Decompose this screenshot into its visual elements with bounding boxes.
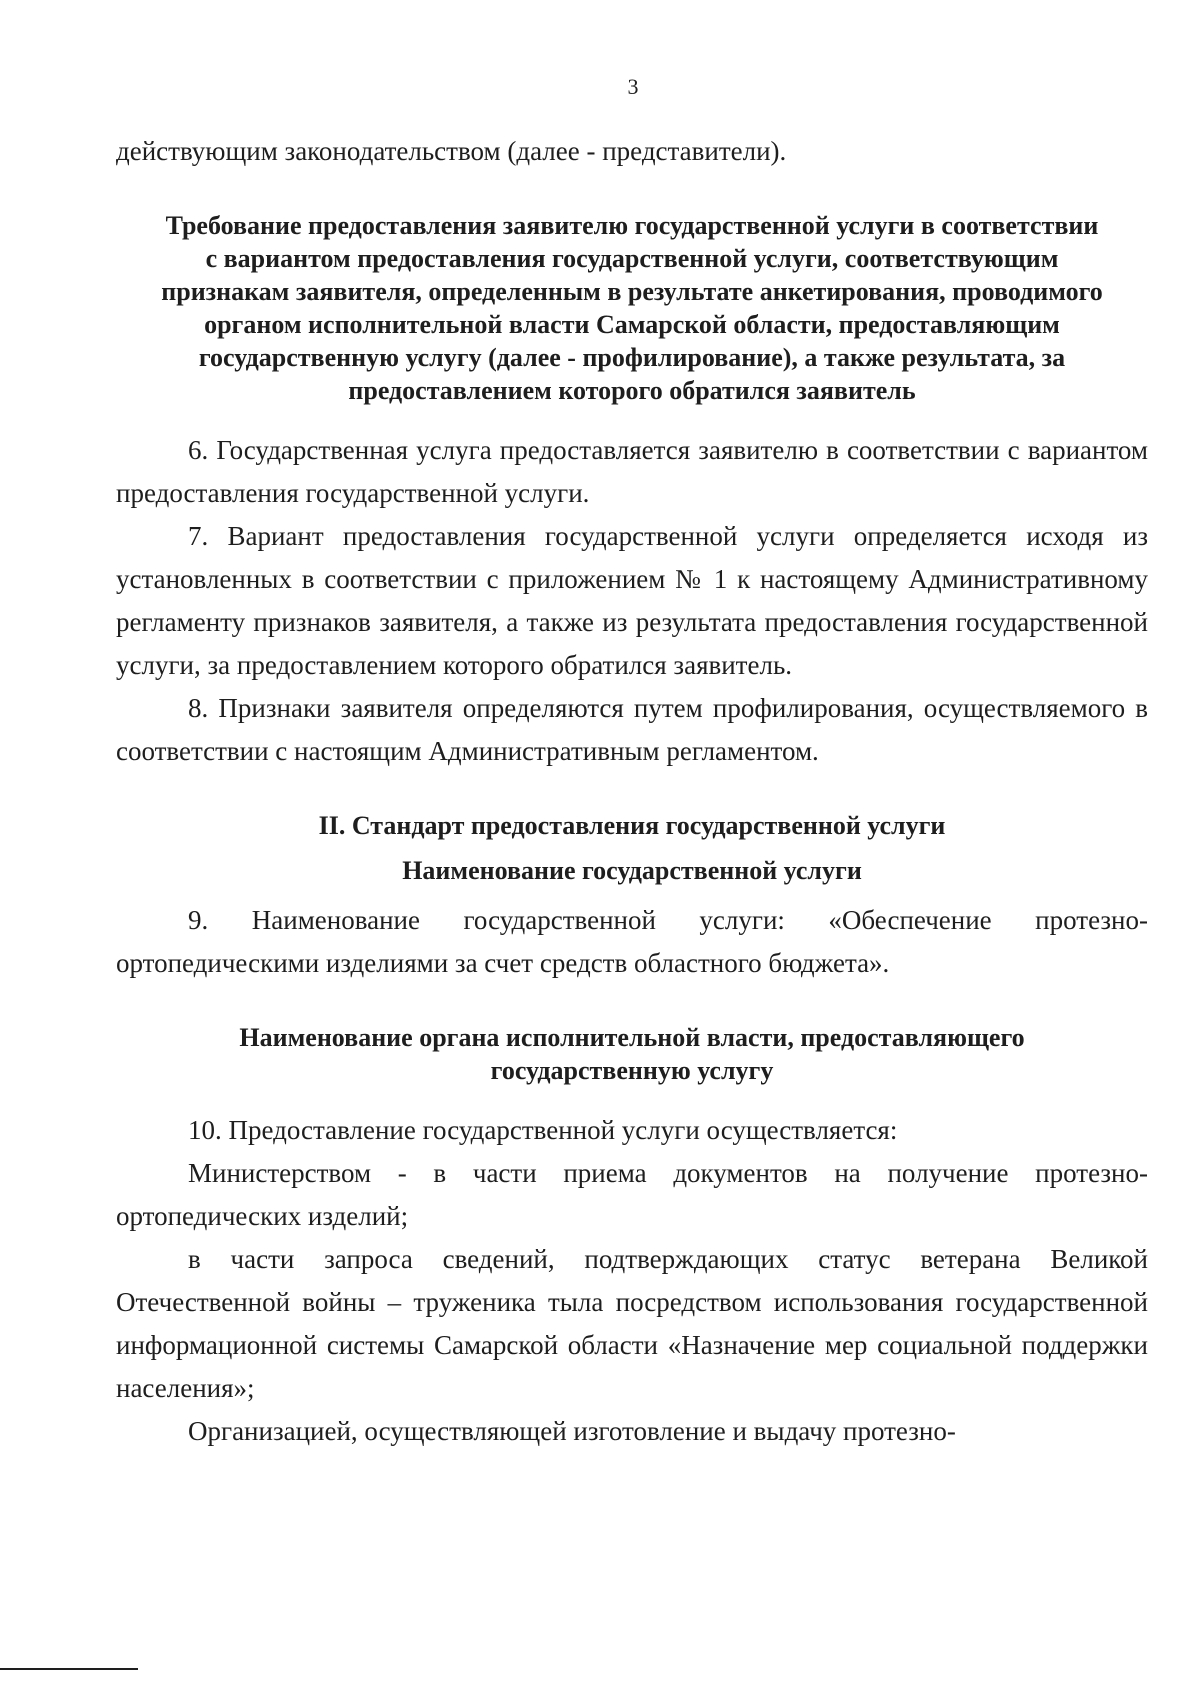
paragraph-10-organization: Организацией, осуществляющей изготовление и выдачу протезно- bbox=[188, 1416, 956, 1446]
footnote-divider bbox=[0, 1668, 138, 1670]
paragraph-6: 6. Государственная услуга предоставляется заявителю в соответствии с вариантом предоставления государственной услуги. bbox=[116, 435, 1148, 508]
heading-line: признакам заявителя, определенным в результате анкетирования, проводимого bbox=[161, 277, 1103, 306]
heading-line: Требование предоставления заявителю государственной услуги в соответствии bbox=[165, 211, 1099, 240]
paragraph-10-request: в части запроса сведений, подтверждающих статус ветерана Великой Отечественной войны – труженика тыла посредством использования государственной информационной системы Самарской области «Назначение мер социальной поддержки населения»; bbox=[116, 1244, 1148, 1403]
heading-line: с вариантом предоставления государственной услуги, соответствующим bbox=[205, 244, 1059, 273]
paragraph-8: 8. Признаки заявителя определяются путем профилирования, осуществляемого в соответствии с настоящим Административным регламентом. bbox=[116, 693, 1148, 766]
page-number: 3 bbox=[627, 74, 639, 99]
paragraph-10: 10. Предоставление государственной услуги осуществляется: bbox=[188, 1115, 898, 1145]
heading-line: предоставлением которого обратился заявитель bbox=[348, 376, 916, 405]
profiling-section-heading bbox=[116, 209, 1148, 407]
paragraph-9: 9. Наименование государственной услуги: «Обеспечение протезно-ортопедическими изделиями за счет средств областного бюджета». bbox=[116, 905, 1148, 978]
heading-line: государственную услугу bbox=[490, 1056, 774, 1085]
service-name-heading: Наименование государственной услуги bbox=[402, 856, 862, 885]
heading-line: Наименование органа исполнительной власти, предоставляющего bbox=[239, 1023, 1025, 1052]
chapter-heading: II. Стандарт предоставления государственной услуги bbox=[318, 811, 946, 840]
heading-line: государственную услугу (далее - профилирование), а также результата, за bbox=[198, 343, 1066, 372]
paragraph-10-ministry: Министерством - в части приема документов на получение протезно-ортопедических изделий; bbox=[116, 1158, 1148, 1231]
paragraph-7: 7. Вариант предоставления государственной услуги определяется исходя из установленных в соответствии с приложением № 1 к настоящему Административному регламенту признаков заявителя, а также из результата предоставления государственной услуги, за предоставлением которого обратился заявитель. bbox=[116, 521, 1148, 680]
heading-line: органом исполнительной власти Самарской области, предоставляющим bbox=[204, 310, 1060, 339]
intro-line: действующим законодательством (далее - представители). bbox=[116, 136, 787, 166]
document-body bbox=[116, 130, 1148, 1453]
authority-section-heading bbox=[116, 1021, 1148, 1087]
